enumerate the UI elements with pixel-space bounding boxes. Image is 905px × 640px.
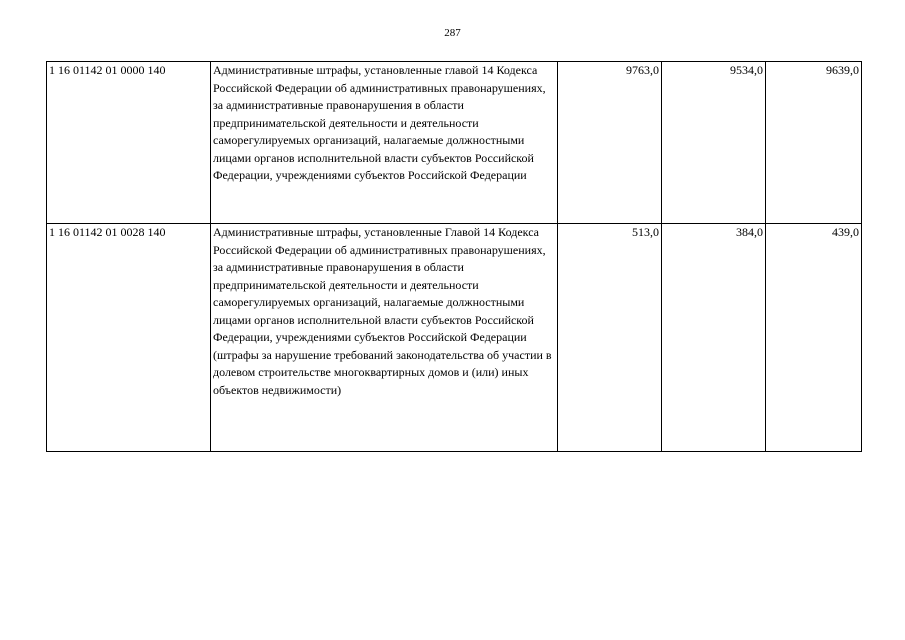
amount-year-3: 9639,0	[766, 62, 862, 224]
revenue-description: Административные штрафы, установленные Главой 14 Кодекса Российской Федерации об административных правонарушениях, за административные правонарушения в области предпринимательской деятельности и деятельности саморегулируемых организаций, налагаемые должностными лицами органов исполнительной власти субъектов Российской Федерации, учреждениями субъектов Российской Федерации (штрафы за нарушение требований законодательства об участии в долевом строительстве многоквартирных домов и (или) иных объектов недвижимости)	[211, 224, 558, 452]
table-row	[47, 62, 862, 224]
amount-year-1: 9763,0	[558, 62, 662, 224]
page-number: 287	[444, 27, 461, 39]
amount-year-2: 384,0	[662, 224, 766, 452]
amount-year-1: 513,0	[558, 224, 662, 452]
budget-table	[46, 61, 862, 452]
table-row	[47, 224, 862, 452]
classification-code: 1 16 01142 01 0000 140	[47, 62, 211, 224]
amount-year-3: 439,0	[766, 224, 862, 452]
classification-code: 1 16 01142 01 0028 140	[47, 224, 211, 452]
amount-year-2: 9534,0	[662, 62, 766, 224]
revenue-description: Административные штрафы, установленные главой 14 Кодекса Российской Федерации об административных правонарушениях, за административные правонарушения в области предпринимательской деятельности и деятельности саморегулируемых организаций, налагаемые должностными лицами органов исполнительной власти субъектов Российской Федерации, учреждениями субъектов Российской Федерации	[211, 62, 558, 224]
